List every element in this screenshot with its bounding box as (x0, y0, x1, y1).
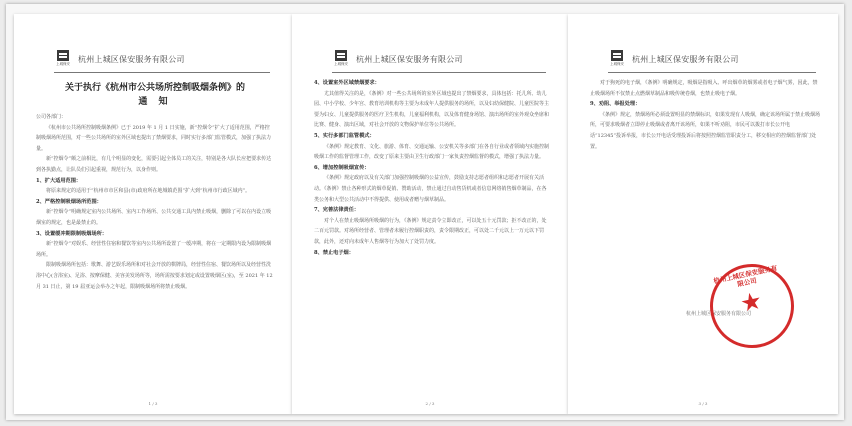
star-icon: ★ (737, 286, 765, 319)
notice-subtitle: 通 知 (138, 97, 172, 107)
letterhead (54, 50, 270, 73)
paragraph: 尤其值得关注的是，《条例》对一些公共场所的室外区域也提出了禁烟要求，具体包括：托儿所、幼儿园、中小学校、少年宫、教育培训机构等主要为未成年人提供服务的场所，以及妇幼保健院、儿童医院等主要为妇女、儿童提供服务的医疗卫生机构，儿童福利机构，以及体育健身场馆、演出场所的室外观众坐席和比赛、健身、演出区域，对社会开放的文物保护单位等公共场所。 (314, 90, 550, 129)
greeting: 公司各部门： (36, 114, 67, 120)
paragraph: 将原来规定的适用于“杭州市市区和县(市)政府所在地城镇范围”扩大到“杭州市行政区域内”。 (46, 188, 251, 195)
paragraph: 《条例》规定政府以及有关部门加强控制吸烟的公益宣传，鼓励支持志愿者组织和志愿者开展有关活动。《条例》禁止各种形式的烟草促销、赞助活动，禁止通过自动售货机或者信息网络销售烟草制品，在各类公务和大型公共活动中不得提供、使用或者赠与烟草制品。 (314, 175, 547, 203)
signature-company: 杭州上城区保安服务有限公司 (686, 311, 752, 317)
section-heading: 4、设置室外区域禁烟要求： (314, 80, 380, 86)
company-name: 杭州上城区保安服务有限公司 (356, 55, 463, 64)
paragraph: 对于狗死的电子烟，《条例》明确规定，吸烟是指吸入、呼出烟草的烟雾或者电子烟气雾，因此，禁止吸烟场所不仅禁止点燃烟草制品和吸传统卷烟，也禁止吸电子烟。 (590, 80, 818, 97)
notice-title: 关于执行《杭州市公共场所控制吸烟条例》的 (64, 83, 245, 93)
section-heading: 2、严格控制吸烟场所范围： (36, 198, 102, 205)
company-name: 杭州上城区保安服务有限公司 (78, 55, 185, 64)
section-heading: 1、扩大适用范围： (36, 177, 82, 184)
page-number: 1 / 3 (148, 401, 158, 406)
section-heading: 8、禁止电子烟： (314, 249, 354, 256)
paragraph: 限制吸烟场所包括：歌舞、游艺娱乐场所和对社会开放的棋牌局，经营性住宿、餐饮场所以及经营性洗浴中心(含浴室)、足浴、按摩保健、美容美发场所等，场所需按要求划定或设置吸烟区(室)，至 2021 年 12 月 31 日止，第 19 届亚运会举办之年起，限制吸烟场所将禁止吸烟。 (36, 262, 273, 290)
section-heading: 9、劝阻、举报处理： (590, 101, 641, 108)
paragraph: 《条例》规定，禁烟场所必须设置明显的禁烟标识，如果发现有人吸烟，确定该场所属于禁止吸烟场所，可要求吸烟者立即停止吸烟或者离开该场所，如果不听劝阻，市民可以拨打市长公开电话“12345”投诉举报，市长公开电话受理投诉后将按照控烟监管职责分工，移交相应的控烟监督部门处置。 (590, 111, 821, 150)
document-page-1 (14, 14, 292, 414)
page-number: 3 / 3 (698, 401, 708, 406)
document-frame (6, 4, 844, 420)
paragraph: 对个人在禁止吸烟场所吸烟的行为，《条例》规定责令立即改正，可以处五十元罚款；拒不改正的，处二百元罚款。对场所经营者、管理者未履行控烟职责的，责令限期改正，可以处二千元以上一万元以下罚款，此外，还对向未成年人售烟等行为加大了处罚力度。 (314, 217, 547, 245)
document-page-3 (568, 14, 838, 414)
letterhead (608, 50, 816, 73)
company-name: 杭州上城区保安服务有限公司 (632, 55, 739, 64)
paragraph: 《条例》规定教育、文化、旅游、体育、交通运输、公安机关等多部门在各自行业或者领域内实施控制吸烟工作的监督管理工作，改变了原来主要由卫生行政部门一家负责控烟监督的模式，增强了执法力量。 (314, 143, 550, 161)
section-heading: 3、设置缓冲期限制吸烟场所： (36, 230, 108, 237)
document-page-2 (292, 14, 568, 414)
section-heading: 6、增加控制吸烟宣传： (314, 164, 370, 171)
company-seal-stamp (702, 256, 802, 356)
section-heading: 7、完善法律责任： (314, 207, 360, 214)
paragraph: 新“控烟令”对娱乐、经营性住宿和餐饮等室内公共场所设置了一缓冲期，将在一定期限内设为限制吸烟场所。 (36, 241, 272, 258)
section-heading: 5、实行多部门监管模式： (314, 132, 375, 139)
seal-text: 杭州上城区保安服务有限公司 (712, 264, 778, 289)
letterhead (332, 50, 546, 73)
paragraph: 《杭州市公共场所控制吸烟条例》已于 2019 年 1 月 1 日实施，新“控烟令”扩大了适用范围，严格控制吸烟场所范围，对一些公共场所的室外区域也提出了禁烟要求，同时实行多部门监管模式，加强了执法力量。 (36, 124, 272, 152)
page-number: 2 / 3 (425, 401, 435, 406)
company-logo: 上城保安 (54, 50, 72, 68)
paragraph: 新“控烟令”明确规定室内公共场所、室内工作场所、公共交通工具内禁止吸烟，删除了可以在内设立吸烟室的规定，也是最禁止的。 (36, 209, 272, 226)
paragraph: 新“控烟令”颇之前相比，有几个明显的变化，需要引起全体员工的关注，特别是各大队长应把要求传达到各执勤点，让队员们引起重视，规范行为，以身作则。 (36, 156, 272, 173)
company-logo: 上城保安 (332, 50, 350, 68)
company-logo: 上城保安 (608, 50, 626, 68)
